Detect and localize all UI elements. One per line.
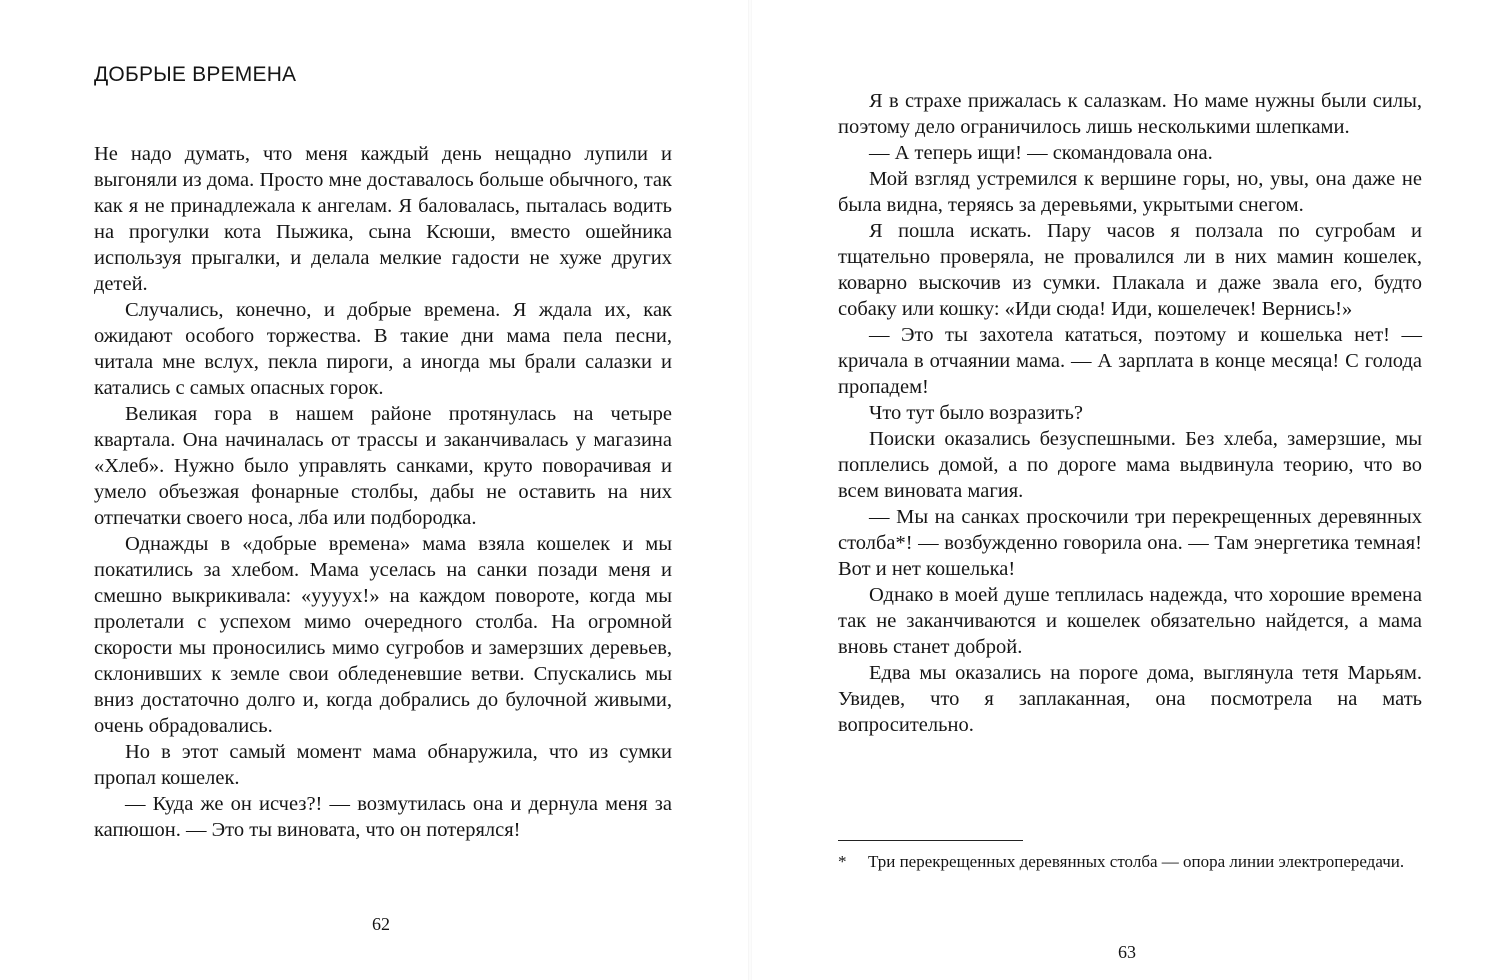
paragraph: Едва мы оказались на пороге дома, выглянула тетя Марьям. Увидев, что я заплаканная, она посмотрела на мать вопросительно. bbox=[838, 662, 1422, 736]
paragraph: Но в этот самый момент мама обнаружила, что из сумки пропал кошелек. bbox=[94, 741, 672, 789]
left-page-text bbox=[94, 141, 672, 843]
footnote bbox=[838, 849, 1428, 874]
paragraph: Однако в моей душе теплилась надежда, что хорошие времена так не заканчиваются и кошелек обязательно найдется, а мама вновь станет доброй. bbox=[838, 584, 1422, 658]
footnote-mark: * bbox=[838, 852, 847, 871]
paragraph: — Это ты захотела кататься, поэтому и кошелька нет! — кричала в отчаянии мама. — А зарплата в конце месяца! С голода пропадем! bbox=[838, 324, 1422, 398]
paragraph: Случались, конечно, и добрые времена. Я ждала их, как ожидают особого торжества. В такие дни мама пела песни, читала мне вслух, пекла пироги, а иногда мы брали салазки и катались с самых опасных горок. bbox=[94, 299, 672, 399]
paragraph: Великая гора в нашем районе протянулась на четыре квартала. Она начиналась от трассы и заканчивалась у магазина «Хлеб». Нужно было управлять санками, круто поворачивая и умело объезжая фонарные столбы, дабы не оставить на них отпечатки своего носа, лба или подбородка. bbox=[94, 403, 672, 529]
paragraph: Однажды в «добрые времена» мама взяла кошелек и мы покатились за хлебом. Мама уселась на санки позади меня и смешно выкрикивала: «уууух!» на каждом повороте, когда мы пролетали с успехом мимо очередного столба. На огромной скорости мы проносились мимо сугробов и замерзших деревьев, склонивших к земле свои обледеневшие ветви. Спускались мы вниз достаточно долго и, когда добрались до булочной живыми, очень обрадовались. bbox=[94, 533, 672, 737]
paragraph: Поиски оказались безуспешными. Без хлеба, замерзшие, мы поплелись домой, а по дороге мама выдвинула теорию, что во всем виновата магия. bbox=[838, 428, 1422, 502]
footnote-text: Три перекрещенных деревянных столба — опора линии электропередачи. bbox=[868, 852, 1405, 871]
page-number: 63 bbox=[1118, 942, 1136, 962]
paragraph: — А теперь ищи! — скомандовала она. bbox=[869, 142, 1213, 164]
paragraph: Не надо думать, что меня каждый день нещадно лупили и выгоняли из дома. Просто мне доставалось больше обычного, так как я не принадлежала к ангелам. Я баловалась, пыталась водить на прогулки кота Пыжика, сына Ксюши, вместо ошейника используя прыгалки, и делала мелкие гадости не хуже других детей. bbox=[94, 143, 672, 295]
paragraph: Мой взгляд устремился к вершине горы, но, увы, она даже не была видна, теряясь за деревьями, укрытыми снегом. bbox=[838, 168, 1422, 216]
page-number: 62 bbox=[372, 914, 390, 934]
paragraph: — Куда же он исчез?! — возмутилась она и дернула меня за капюшон. — Это ты виновата, что он потерялся! bbox=[94, 793, 672, 841]
paragraph: — Мы на санках проскочили три перекрещенных деревянных столба*! — возбужденно говорила она. — Там энергетика темная! Вот и нет кошелька! bbox=[838, 506, 1422, 580]
paragraph: Я в страхе прижалась к салазкам. Но маме нужны были силы, поэтому дело ограничилось лишь несколькими шлепками. bbox=[838, 90, 1422, 138]
footnote-divider bbox=[838, 840, 1023, 841]
paragraph: Я пошла искать. Пару часов я ползала по сугробам и тщательно проверяла, не провалился ли в них мамин кошелек, коварно выскочив из сумки. Плакала и даже звала его, будто собаку или кошку: «Иди сюда! Иди, кошелечек! Вернись!» bbox=[838, 220, 1422, 320]
running-title: ДОБРЫЕ ВРЕМЕНА bbox=[94, 63, 297, 86]
paragraph: Что тут было возразить? bbox=[869, 402, 1083, 424]
right-page-text bbox=[838, 88, 1422, 738]
right-page bbox=[750, 0, 1500, 980]
